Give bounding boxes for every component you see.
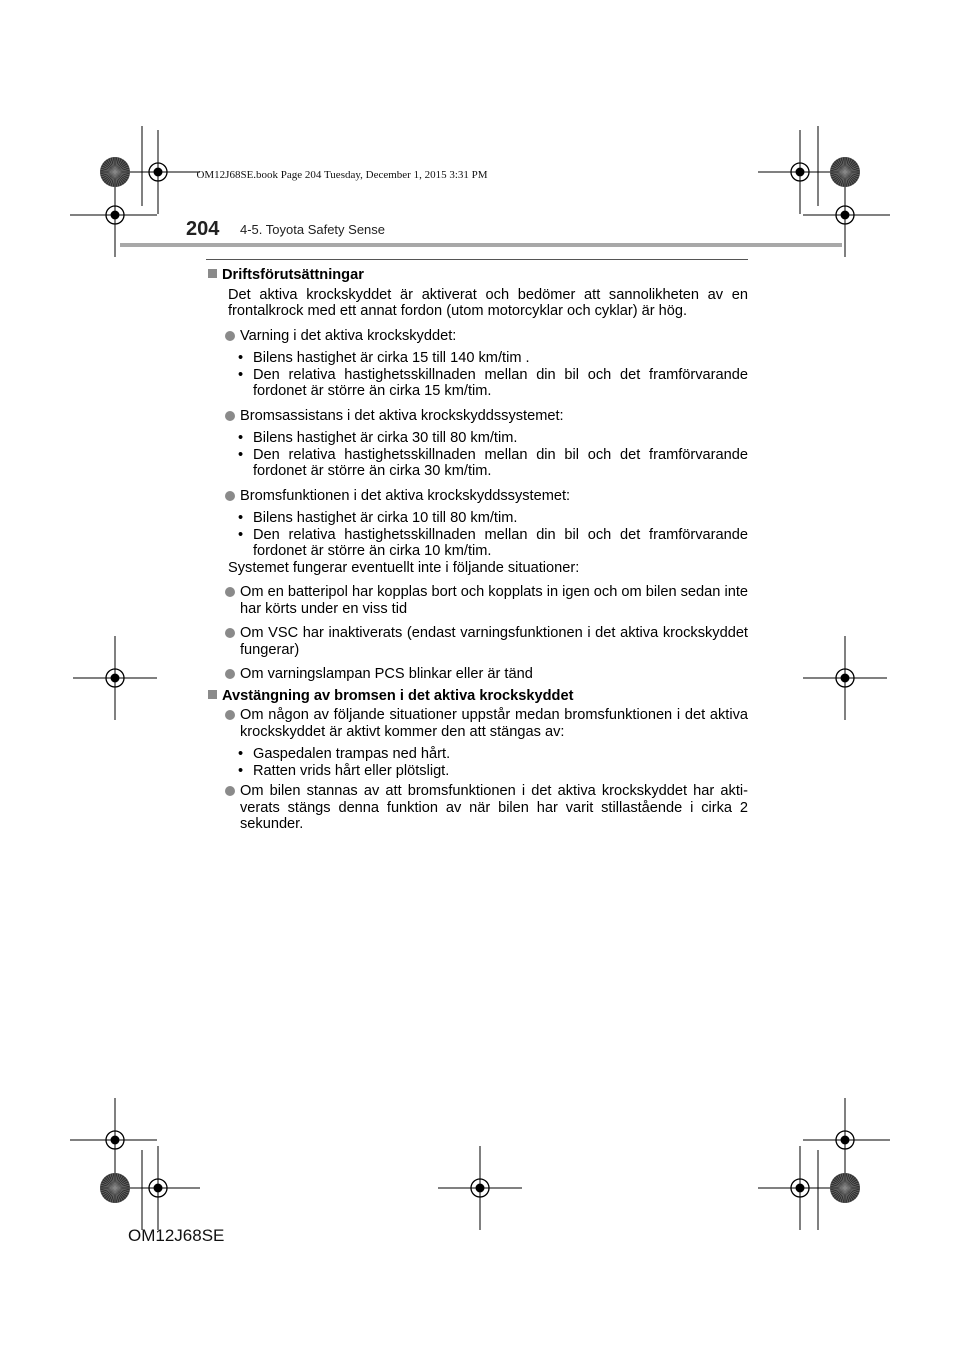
star-wheel-icon	[100, 1173, 130, 1203]
file-info-slug: OM12J68SE.book Page 204 Tuesday, December 1, 2015 3:31 PM	[196, 169, 488, 181]
not-working-intro: Systemet fungerar eventuellt inte i följande situationer:	[228, 559, 580, 576]
sub-list	[238, 510, 748, 560]
sub-list	[238, 350, 748, 400]
bullet-dot-icon	[225, 331, 235, 341]
header-bar	[120, 243, 842, 247]
page-number: 204	[186, 218, 220, 240]
bullet-dot-icon	[225, 669, 235, 679]
bullet-text: Bromsassistans i det aktiva krockskyddssystemet:	[240, 407, 564, 424]
crosshair-target-icon	[758, 1146, 842, 1230]
bullet-text: Om varningslampan PCS blinkar eller är tänd	[240, 666, 533, 682]
sub-list	[238, 746, 748, 779]
bullet-dot-icon	[225, 628, 235, 638]
list-item	[208, 328, 748, 345]
list-item	[208, 584, 748, 617]
sub-item-text: Bilens hastighet är cirka 30 till 80 km/tim.	[253, 430, 518, 446]
list-item	[208, 783, 748, 833]
sub-item: • Den relativa hastighetsskillnaden mellan din bil och det framförvarande fordonet är större än cirka 10 km/tim.	[238, 526, 748, 559]
section-title: 4-5. Toyota Safety Sense	[240, 222, 386, 237]
bullet-text: Om VSC har inaktiverats (endast varningsfunktionen i det aktiva krockskyddet fungerar)	[240, 625, 748, 658]
section-heading	[208, 267, 748, 284]
square-bullet-icon	[208, 690, 217, 699]
crosshair-target-icon	[438, 1146, 522, 1230]
star-wheel-icon	[830, 1173, 860, 1203]
bullet-text: Varning i det aktiva krockskyddet:	[240, 327, 457, 344]
star-wheel-icon	[830, 157, 860, 187]
list-item	[208, 488, 748, 505]
sub-item-text: Den relativa hastighetsskillnaden mellan din bil och det framförvarande fordonet är större än cirka 10 km/tim.	[253, 526, 748, 559]
list-item	[208, 625, 748, 658]
bullet-dot-icon	[225, 710, 235, 720]
bullet-text: Om någon av följande situationer uppstår medan bromsfunktionen i det aktiva krockskyddet är aktivt kommer den att stängas av:	[240, 707, 748, 740]
bullet-text: Om bilen stannas av att bromsfunktionen i det aktiva krockskyddet har akti-verats stängs denna funktion av när bilen har varit stillastående i cirka 2 sekunder.	[240, 783, 748, 832]
sub-item: • Bilens hastighet är cirka 10 till 80 km/tim.	[238, 510, 518, 526]
heading-text: Avstängning av bromsen i det aktiva krockskyddet	[222, 687, 574, 704]
crosshair-target-icon	[73, 636, 157, 720]
bullet-text: Bromsfunktionen i det aktiva krockskyddssystemet:	[240, 487, 571, 504]
sub-item-text: Den relativa hastighetsskillnaden mellan din bil och det framförvarande fordonet är större än cirka 30 km/tim.	[253, 446, 748, 479]
heading-text: Driftsförutsättningar	[222, 267, 364, 283]
square-bullet-icon	[208, 269, 217, 278]
document-code: OM12J68SE	[128, 1226, 225, 1245]
star-wheel-icon	[100, 157, 130, 187]
sub-item: • Gaspedalen trampas ned hårt.	[238, 746, 451, 762]
sub-item-text: Ratten vrids hårt eller plötsligt.	[253, 762, 450, 779]
bullet-dot-icon	[225, 491, 235, 501]
sub-item: • Den relativa hastighetsskillnaden mellan din bil och det framförvarande fordonet är större än cirka 30 km/tim.	[238, 446, 748, 479]
list-item	[208, 408, 748, 425]
bullet-dot-icon	[225, 786, 235, 796]
list-item	[208, 666, 748, 683]
sub-item-text: Den relativa hastighetsskillnaden mellan din bil och det framförvarande fordonet är större än cirka 15 km/tim.	[253, 366, 748, 399]
sub-list	[238, 430, 748, 480]
crosshair-target-icon	[758, 130, 842, 214]
crosshair-target-icon	[803, 636, 887, 720]
bullet-dot-icon	[225, 587, 235, 597]
bullet-text: Om en batteripol har kopplas bort och kopplats in igen och om bilen sedan inte har körts under en viss tid	[240, 584, 748, 617]
section-heading	[208, 688, 748, 705]
sub-item: • Ratten vrids hårt eller plötsligt.	[238, 762, 450, 779]
sub-item-text: Gaspedalen trampas ned hårt.	[253, 746, 451, 762]
crosshair-target-icon	[803, 1098, 887, 1182]
sub-item-text: Bilens hastighet är cirka 15 till 140 km/tim .	[253, 350, 530, 366]
intro-paragraph: Det aktiva krockskyddet är aktiverat och bedömer att sannolikheten av en frontalkrock med ett annat fordon (utom motorcyklar och cyklar) är hög.	[228, 286, 748, 319]
page-content	[208, 267, 748, 841]
header-rule	[206, 259, 748, 260]
sub-item: • Bilens hastighet är cirka 30 till 80 km/tim.	[238, 430, 518, 446]
crosshair-target-icon	[73, 1098, 157, 1182]
list-item	[208, 707, 748, 740]
bullet-dot-icon	[225, 411, 235, 421]
sub-item: • Bilens hastighet är cirka 15 till 140 km/tim .	[238, 350, 530, 366]
sub-item-text: Bilens hastighet är cirka 10 till 80 km/tim.	[253, 510, 518, 526]
sub-item: • Den relativa hastighetsskillnaden mellan din bil och det framförvarande fordonet är större än cirka 15 km/tim.	[238, 366, 748, 399]
